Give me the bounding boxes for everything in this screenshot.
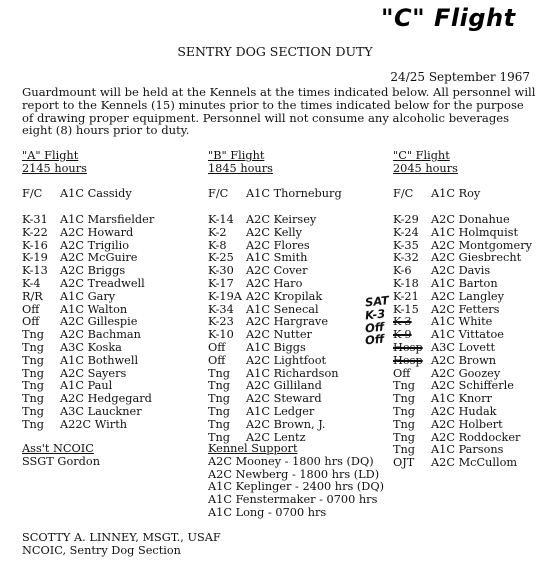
airman-name: A2C Kropilak bbox=[246, 289, 323, 303]
handwritten-code: SAT bbox=[364, 293, 390, 310]
duty-code: K-31 bbox=[22, 212, 48, 226]
duty-code: Tng bbox=[22, 340, 45, 354]
airman-name: A2C Lentz bbox=[246, 430, 306, 444]
kennel-support-item: A2C Newberg - 1800 hrs (LD) bbox=[208, 467, 380, 481]
duty-code: Tng bbox=[208, 404, 231, 418]
document-title: SENTRY DOG SECTION DUTY bbox=[177, 44, 373, 59]
roster-row bbox=[22, 419, 197, 432]
duty-code: K-22 bbox=[22, 225, 48, 239]
duty-code: K-8 bbox=[208, 238, 227, 252]
airman-name: A2C Montgomery bbox=[431, 238, 532, 252]
duty-code: K-23 bbox=[208, 315, 234, 329]
duty-code: Tng bbox=[393, 404, 416, 418]
duty-code: Tng bbox=[22, 404, 45, 418]
flight-a-column bbox=[22, 150, 197, 432]
roster-row bbox=[393, 457, 543, 470]
duty-code: K-30 bbox=[208, 264, 234, 278]
duty-code: K-19A bbox=[208, 289, 242, 303]
duty-code: K-13 bbox=[22, 264, 48, 278]
roster-row bbox=[208, 278, 383, 291]
airman-name: A1C Thorneburg bbox=[246, 187, 342, 201]
airman-name: A2C Hedgegard bbox=[60, 392, 152, 406]
duty-code: K-19 bbox=[22, 251, 48, 265]
airman-name: A2C Flores bbox=[246, 238, 310, 252]
airman-name: A2C Brown bbox=[431, 353, 497, 367]
airman-name: A2C Steward bbox=[246, 392, 322, 406]
airman-name: A1C Marsfielder bbox=[60, 212, 155, 226]
airman-name: A1C Parsons bbox=[431, 443, 504, 457]
duty-code: Tng bbox=[208, 417, 231, 431]
airman-name: A1C Barton bbox=[431, 276, 498, 290]
airman-name: A2C Holbert bbox=[431, 417, 503, 431]
asst-ncoic-heading: Ass't NCOIC bbox=[22, 442, 94, 455]
airman-name: A3C Lauckner bbox=[60, 404, 142, 418]
airman-name: A2C Brown, J. bbox=[246, 417, 326, 431]
duty-code: K-32 bbox=[393, 251, 419, 265]
airman-name: A1C Bothwell bbox=[60, 353, 139, 367]
duty-code: K-2 bbox=[208, 225, 227, 239]
duty-code: Off bbox=[393, 366, 411, 380]
duty-code: K-16 bbox=[22, 238, 48, 252]
airman-name: A1C Smith bbox=[246, 251, 308, 265]
roster-row bbox=[393, 227, 543, 240]
flight-name: "C" Flight bbox=[393, 149, 450, 162]
asst-ncoic-name: SSGT Gordon bbox=[22, 454, 100, 468]
airman-name: A1C Cassidy bbox=[60, 187, 132, 201]
duty-code: Off bbox=[208, 340, 226, 354]
duty-code: Off bbox=[208, 353, 226, 367]
airman-name: A2C Giesbrecht bbox=[431, 251, 522, 265]
airman-name: A3C Koska bbox=[60, 340, 122, 354]
airman-name: A2C Trigilio bbox=[60, 238, 130, 252]
kennel-support-item: A1C Keplinger - 2400 hrs (DQ) bbox=[208, 480, 384, 494]
airman-name: A2C Haro bbox=[246, 276, 303, 290]
airman-name: A1C Walton bbox=[60, 302, 128, 316]
duty-code: K-4 bbox=[22, 276, 41, 290]
duty-code: R/R bbox=[22, 289, 43, 303]
roster-row bbox=[22, 214, 197, 227]
airman-name: A2C Cover bbox=[246, 264, 308, 278]
roster-row bbox=[208, 214, 383, 227]
roster-row bbox=[22, 406, 197, 419]
flight-name: "A" Flight bbox=[22, 149, 79, 162]
airman-name: A2C Keirsey bbox=[246, 212, 317, 226]
duty-code: Tng bbox=[22, 353, 45, 367]
duty-code: Tng bbox=[208, 379, 231, 393]
duty-code: Tng bbox=[22, 392, 45, 406]
asst-ncoic-block bbox=[22, 443, 100, 469]
signature-name: SCOTTY A. LINNEY, MSGT., USAF bbox=[22, 531, 221, 544]
airman-name: A2C Langley bbox=[431, 289, 505, 303]
duty-code: F/C bbox=[208, 187, 229, 201]
flight-commander-row bbox=[208, 188, 383, 201]
duty-code: F/C bbox=[393, 187, 414, 201]
duty-code: Tng bbox=[208, 366, 231, 380]
airman-name: A1C Knorr bbox=[431, 392, 492, 406]
duty-code: K-18 bbox=[393, 276, 419, 290]
kennel-support-item: A2C Mooney - 1800 hrs (DQ) bbox=[208, 454, 374, 468]
roster-row bbox=[393, 214, 543, 227]
airman-name: A2C Briggs bbox=[60, 264, 126, 278]
roster-row bbox=[22, 355, 197, 368]
roster-row bbox=[208, 227, 383, 240]
signature-title: NCOIC, Sentry Dog Section bbox=[22, 543, 181, 557]
airman-name: A2C Roddocker bbox=[431, 430, 521, 444]
airman-name: A2C Kelly bbox=[246, 225, 303, 239]
airman-name: A2C Lightfoot bbox=[246, 353, 327, 367]
duty-code: Tng bbox=[393, 430, 416, 444]
duty-code: Tng bbox=[208, 430, 231, 444]
airman-name: A1C Senecal bbox=[246, 302, 319, 316]
duty-code: K-3 bbox=[393, 315, 412, 329]
roster-row bbox=[22, 278, 197, 291]
duty-code: Off bbox=[22, 302, 40, 316]
airman-name: A3C Lovett bbox=[431, 340, 496, 354]
kennel-support-item: A1C Fenstermaker - 0700 hrs bbox=[208, 493, 378, 507]
duty-code: K-35 bbox=[393, 238, 419, 252]
airman-name: A1C Roy bbox=[431, 187, 481, 201]
duty-code: Tng bbox=[208, 392, 231, 406]
roster-row bbox=[208, 355, 383, 368]
airman-name: A1C Ledger bbox=[246, 404, 315, 418]
duty-code: Tng bbox=[393, 379, 416, 393]
flight-b-column bbox=[208, 150, 383, 444]
airman-name: A2C Goozey bbox=[431, 366, 501, 380]
flight-commander-row bbox=[22, 188, 197, 201]
duty-code: Tng bbox=[393, 392, 416, 406]
airman-name: A1C Biggs bbox=[246, 340, 306, 354]
duty-code: Tng bbox=[22, 417, 45, 431]
handwritten-code: Off bbox=[364, 319, 386, 336]
duty-code: Off bbox=[22, 315, 40, 329]
airman-name: A2C Bachman bbox=[60, 328, 141, 342]
duty-code: K-6 bbox=[393, 264, 412, 278]
duty-code: OJT bbox=[393, 456, 415, 470]
duty-code: K-15 bbox=[393, 302, 419, 316]
airman-name: A2C McGuire bbox=[60, 251, 138, 265]
flight-c-column bbox=[393, 150, 543, 470]
roster-row bbox=[393, 355, 543, 368]
airman-name: A2C Gillespie bbox=[60, 315, 138, 329]
airman-name: A2C Treadwell bbox=[60, 276, 145, 290]
duty-code: K-9 bbox=[393, 328, 412, 342]
duty-code: K-17 bbox=[208, 276, 234, 290]
airman-name: A1C Holmquist bbox=[431, 225, 519, 239]
handwritten-flight-title: "C" Flight bbox=[381, 4, 516, 32]
flight-name: "B" Flight bbox=[208, 149, 265, 162]
flight-commander-row bbox=[393, 188, 543, 201]
airman-name: A2C Fetters bbox=[431, 302, 500, 316]
handwritten-code-notes bbox=[365, 295, 395, 346]
duty-code: K-34 bbox=[208, 302, 234, 316]
duty-code: K-29 bbox=[393, 212, 419, 226]
handwritten-code: Off bbox=[364, 331, 386, 348]
duty-code: Tng bbox=[393, 417, 416, 431]
airman-name: A1C Paul bbox=[60, 379, 113, 393]
airman-name: A2C Hudak bbox=[431, 404, 497, 418]
kennel-support-block bbox=[208, 443, 384, 520]
airman-name: A22C Wirth bbox=[60, 417, 128, 431]
roster-row bbox=[22, 291, 197, 304]
airman-name: A2C McCullom bbox=[431, 456, 518, 470]
duty-code: K-21 bbox=[393, 289, 419, 303]
roster-row bbox=[393, 342, 543, 355]
roster-row bbox=[393, 419, 543, 432]
kennel-support-item: A1C Long - 0700 hrs bbox=[208, 505, 327, 519]
duty-code: F/C bbox=[22, 187, 43, 201]
roster-row bbox=[393, 291, 543, 304]
duty-code: K-10 bbox=[208, 328, 234, 342]
handwritten-code: K-3 bbox=[364, 306, 386, 323]
roster-row bbox=[393, 278, 543, 291]
duty-code: K-24 bbox=[393, 225, 419, 239]
roster-row bbox=[393, 406, 543, 419]
airman-name: A1C Richardson bbox=[246, 366, 339, 380]
roster-row bbox=[208, 342, 383, 355]
duty-code: Tng bbox=[22, 379, 45, 393]
airman-name: A2C Nutter bbox=[246, 328, 312, 342]
airman-name: A2C Hargrave bbox=[246, 315, 329, 329]
roster-row bbox=[22, 342, 197, 355]
duty-code: K-25 bbox=[208, 251, 234, 265]
airman-name: A1C Vittatoe bbox=[431, 328, 504, 342]
duty-code: Hosp bbox=[393, 340, 423, 354]
intro-paragraph: Guardmount will be held at the Kennels at the times indicated below. All personnel will report to the Kennels (15) minutes prior to the times indicated below for the purpose of drawing proper equipment. Personnel will not consume any alcoholic beverages eight (8) hours prior to duty. bbox=[22, 85, 536, 138]
roster-row bbox=[208, 406, 383, 419]
kennel-support-heading: Kennel Support bbox=[208, 442, 298, 455]
roster-row bbox=[208, 419, 383, 432]
airman-name: A2C Gilliland bbox=[246, 379, 322, 393]
duty-code: Tng bbox=[22, 328, 45, 342]
airman-name: A2C Davis bbox=[431, 264, 491, 278]
airman-name: A2C Howard bbox=[60, 225, 134, 239]
duty-code: Hosp bbox=[393, 353, 423, 367]
flight-time: 1845 hours bbox=[208, 161, 273, 175]
flight-time: 2145 hours bbox=[22, 161, 87, 175]
airman-name: A1C Gary bbox=[60, 289, 116, 303]
duty-code: Tng bbox=[22, 366, 45, 380]
airman-name: A2C Sayers bbox=[60, 366, 127, 380]
duty-code: Tng bbox=[393, 443, 416, 457]
signature-block bbox=[22, 532, 221, 558]
roster-row bbox=[22, 227, 197, 240]
airman-name: A2C Donahue bbox=[431, 212, 510, 226]
roster-row bbox=[208, 291, 383, 304]
airman-name: A1C White bbox=[431, 315, 493, 329]
airman-name: A2C Schifferle bbox=[431, 379, 514, 393]
duty-code: K-14 bbox=[208, 212, 234, 226]
document-date: 24/25 September 1967 bbox=[390, 70, 530, 84]
flight-time: 2045 hours bbox=[393, 161, 458, 175]
